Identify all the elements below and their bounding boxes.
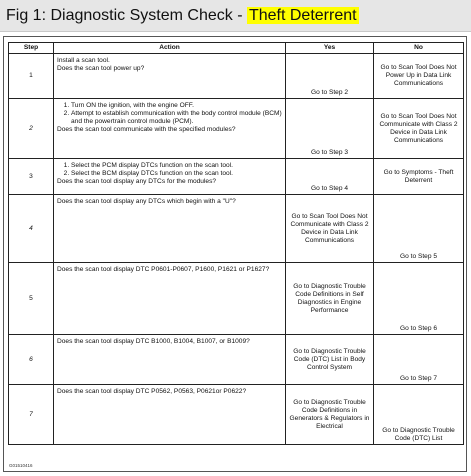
yes-cell [286,385,374,445]
diagnostic-table [8,42,464,445]
no-cell [374,99,464,159]
step-number: 6 [9,335,54,385]
action-question: Does the scan tool display any DTCs for the modules? [57,178,217,185]
header-yes: Yes [286,43,374,54]
header-no: No [374,43,464,54]
no-text: Go to Symptoms - Theft Deterrent [383,168,454,184]
action-list [57,102,282,126]
step-number: 2 [9,99,54,159]
no-cell [374,159,464,195]
figure-title-bar [0,0,471,32]
no-text: Go to Scan Tool Does Not Communicate with Class 2 Device in Data Link Communications [379,112,458,144]
action-list-item: 1. Select the PCM display DTCs function on the scan tool. [71,162,282,170]
action-question: Does the scan tool display DTC P0562, P0563, P0621or P0622? [57,388,247,395]
action-list-item: 2. Select the BCM display DTCs function on the scan tool. [71,170,282,178]
no-cell [374,195,464,263]
table-row [9,195,464,263]
no-text: Go to Step 6 [399,325,438,332]
yes-cell [286,263,374,335]
action-list [57,162,282,178]
action-cell [54,54,286,99]
no-text: Go to Diagnostic Trouble Code (DTC) List [382,427,455,442]
yes-text: Go to Diagnostic Trouble Code Definitions in Self Diagnostics in Engine Performance [293,282,366,314]
yes-cell [286,195,374,263]
yes-text: Go to Scan Tool Does Not Communicate with Class 2 Device in Data Link Communications [290,212,369,244]
figure-title [6,6,359,26]
action-cell [54,263,286,335]
no-text: Go to Step 5 [399,253,438,260]
action-cell [54,335,286,385]
table-row [9,263,464,335]
no-text: Go to Step 7 [399,375,438,382]
no-text: Go to Scan Tool Does Not Power Up in Data Link Communications [380,64,457,87]
yes-cell [286,159,374,195]
action-list-item: 1. Turn ON the ignition, with the engine OFF. [71,102,282,110]
action-question: Does the scan tool display any DTCs which begin with a "U"? [57,198,236,205]
no-cell [374,263,464,335]
no-cell [374,335,464,385]
table-row [9,385,464,445]
action-question: Does the scan tool display DTC P0601-P0607, P1600, P1621 or P1627? [57,266,270,273]
yes-text: Go to Step 2 [310,89,349,96]
figure-code: G01510416 [9,463,33,468]
table-row [9,99,464,159]
step-number: 1 [9,54,54,99]
table-row [9,159,464,195]
yes-text: Go to Step 4 [310,185,349,192]
action-question: Does the scan tool power up? [57,65,145,72]
yes-cell [286,54,374,99]
step-number: 4 [9,195,54,263]
yes-text: Go to Diagnostic Trouble Code (DTC) List in Body Control System [293,347,366,371]
step-number: 3 [9,159,54,195]
action-cell [54,195,286,263]
figure-title-prefix: Fig 1: Diagnostic System Check - [6,7,247,24]
action-question: Does the scan tool display DTC B1000, B1004, B1007, or B1009? [57,338,250,345]
action-cell [54,385,286,445]
yes-cell [286,335,374,385]
yes-text: Go to Step 3 [310,149,349,156]
step-number: 5 [9,263,54,335]
action-text: Install a scan tool. [57,57,110,64]
yes-cell [286,99,374,159]
table-header-row [9,43,464,54]
table-row [9,54,464,99]
table-row [9,335,464,385]
yes-text: Go to Diagnostic Trouble Code Definitions in Generators & Regulators in Electrical [289,398,370,430]
header-action: Action [54,43,286,54]
no-cell [374,54,464,99]
header-step: Step [9,43,54,54]
figure-title-highlight: Theft Deterrent [248,7,357,24]
no-cell [374,385,464,445]
action-question: Does the scan tool communicate with the specified modules? [57,126,236,133]
action-list-item: 2. Attempt to establish communication with the body control module (BCM) and the powertrain control module (PCM). [71,110,282,126]
action-cell [54,159,286,195]
action-cell [54,99,286,159]
step-number: 7 [9,385,54,445]
diagnostic-table-figure [3,36,467,472]
